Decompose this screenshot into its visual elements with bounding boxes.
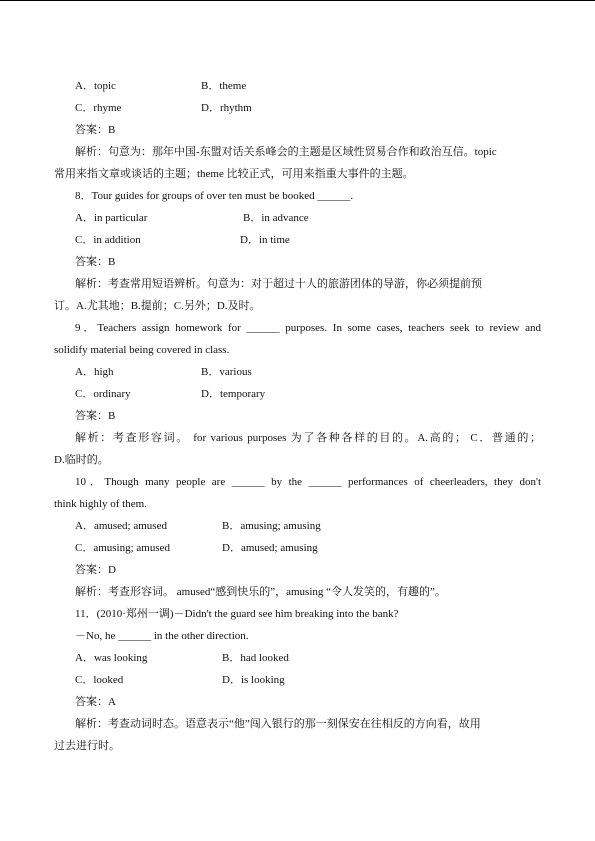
q9-option-a: A．high bbox=[75, 366, 114, 378]
q11-stem-line-2: －No, he ______ in the other direction. bbox=[75, 630, 249, 642]
q9-analysis-line-2: D.临时的。 bbox=[54, 454, 109, 466]
q7-option-d: D．rhythm bbox=[201, 102, 252, 114]
q8-option-a: A．in particular bbox=[75, 212, 148, 224]
q11-analysis-line-2: 过去进行时。 bbox=[54, 740, 120, 752]
q11-option-c: C．looked bbox=[75, 674, 124, 686]
q8-analysis-line-1: 解析：考查常用短语辨析。句意为：对于超过十人的旅游团体的导游，你必须提前预 bbox=[75, 278, 482, 290]
q7-answer: 答案：B bbox=[75, 124, 116, 136]
q9-option-c: C．ordinary bbox=[75, 388, 131, 400]
q8-answer: 答案：B bbox=[75, 256, 116, 268]
q10-stem-line-1: 10．Though many people are ______ by the ______ performances of cheerleaders, they don't bbox=[75, 476, 541, 488]
q11-option-a: A．was looking bbox=[75, 652, 148, 664]
q8-option-b: B．in advance bbox=[243, 212, 309, 224]
q11-answer: 答案：A bbox=[75, 696, 116, 708]
q8-option-d: D．in time bbox=[240, 234, 290, 246]
q9-analysis-line-1: 解析：考查形容词。 for various purposes 为了各种各样的目的。A.高的； C．普通的； bbox=[75, 432, 541, 444]
q9-stem-line-1: 9．Teachers assign homework for ______ purposes. In some cases, teachers seek to review and bbox=[75, 322, 541, 334]
q11-option-d: D．is looking bbox=[222, 674, 285, 686]
q8-option-c: C．in addition bbox=[75, 234, 141, 246]
q10-stem-line-2: think highly of them. bbox=[54, 498, 147, 510]
q7-option-b: B．theme bbox=[201, 80, 247, 92]
q8-analysis-line-2: 订。A.尤其地；B.提前；C.另外；D.及时。 bbox=[54, 300, 261, 312]
q10-answer: 答案：D bbox=[75, 564, 116, 576]
q10-option-c: C．amusing; amused bbox=[75, 542, 171, 554]
header-rule bbox=[0, 0, 595, 1]
q10-option-d: D．amused; amusing bbox=[222, 542, 318, 554]
q10-analysis-line-1: 解析：考查形容词。 amused“感到快乐的”，amusing “令人发笑的，有趣的”。 bbox=[75, 586, 446, 598]
q9-stem-line-2: solidify material being covered in class. bbox=[54, 344, 230, 356]
q7-analysis-line-1: 解析：句意为：那年中国-东盟对话关系峰会的主题是区域性贸易合作和政治互信。topic bbox=[75, 146, 497, 158]
q7-analysis-line-2: 常用来指文章或谈话的主题；theme 比较正式，可用来指重大事件的主题。 bbox=[54, 168, 414, 180]
q11-stem-line-1: 11．(2010·郑州一调)－Didn't the guard see him breaking into the bank? bbox=[75, 608, 399, 620]
q8-stem: 8．Tour guides for groups of over ten must be booked ______. bbox=[75, 190, 354, 202]
q10-option-a: A．amused; amused bbox=[75, 520, 167, 532]
q9-answer: 答案：B bbox=[75, 410, 116, 422]
q10-option-b: B．amusing; amusing bbox=[222, 520, 321, 532]
q11-analysis-line-1: 解析：考查动词时态。语意表示“他”闯入银行的那一刻保安在往相反的方向看，故用 bbox=[75, 718, 481, 730]
q9-option-b: B．various bbox=[201, 366, 252, 378]
q7-option-a: A．topic bbox=[75, 80, 116, 92]
q7-option-c: C．rhyme bbox=[75, 102, 122, 114]
q11-option-b: B．had looked bbox=[222, 652, 289, 664]
q9-option-d: D．temporary bbox=[201, 388, 266, 400]
